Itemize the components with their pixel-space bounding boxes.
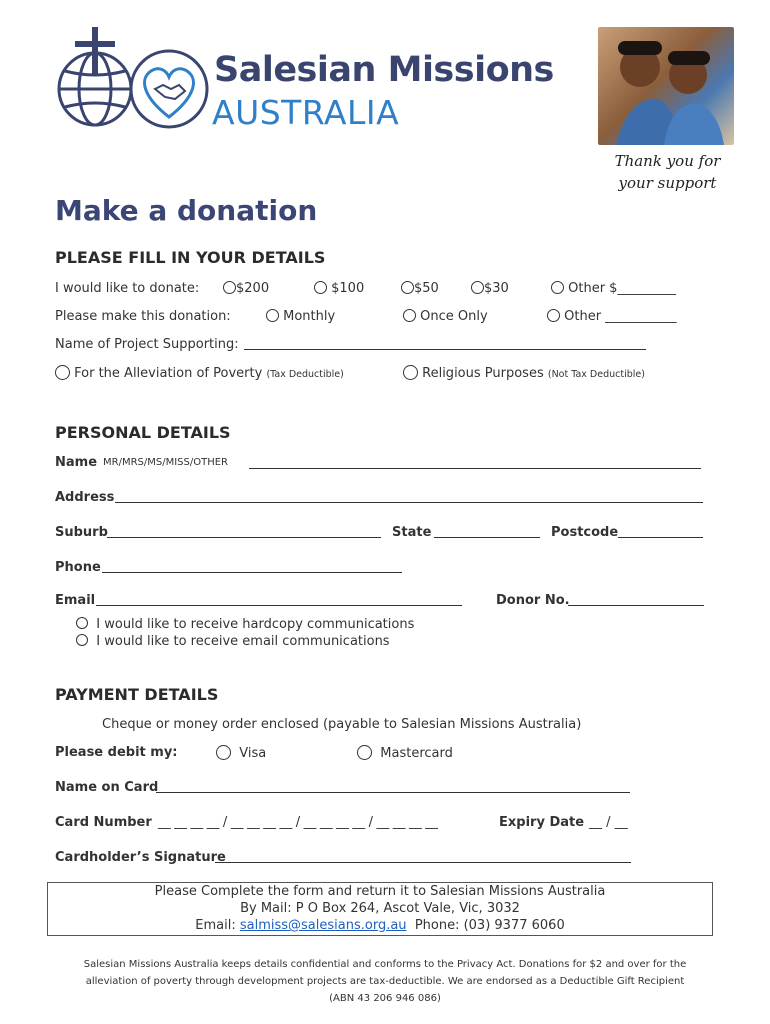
debit-label: Please debit my:: [55, 745, 178, 760]
children-photo: [598, 27, 734, 145]
expiry-label: Expiry Date: [499, 815, 585, 830]
address-field[interactable]: [115, 502, 703, 503]
brand-name: Salesian Missions: [214, 50, 554, 90]
signature-label: Cardholder’s Signature: [55, 850, 226, 865]
state-label: State: [392, 525, 432, 540]
phone-label: Phone: [55, 560, 101, 575]
purpose-religious-option[interactable]: [403, 365, 645, 381]
amount-200-label: $200: [236, 281, 270, 296]
radio-icon[interactable]: [76, 617, 88, 629]
email-comms-option[interactable]: [76, 634, 390, 649]
card-number-field[interactable]: __ __ __ __ / __ __ __ __ / __ __ __ __ / __ __ __ __: [158, 815, 438, 830]
donate-label: I would like to donate:: [55, 281, 200, 296]
amount-50-option[interactable]: [401, 281, 439, 296]
amount-other-label: Other $_________: [568, 281, 676, 296]
signature-field[interactable]: [215, 862, 631, 863]
amount-30-label: $30: [484, 281, 509, 296]
contact-line1: Please Complete the form and return it to Salesian Missions Australia: [154, 884, 606, 899]
radio-icon[interactable]: [223, 281, 236, 294]
purpose-poverty-label: For the Alleviation of Poverty: [74, 366, 263, 381]
mastercard-option[interactable]: [357, 745, 453, 761]
amount-30-option[interactable]: [471, 281, 509, 296]
suburb-label: Suburb: [55, 525, 108, 540]
purpose-religious-note: (Not Tax Deductible): [547, 369, 645, 380]
frequency-once-label: Once Only: [420, 309, 488, 324]
radio-icon[interactable]: [216, 745, 231, 760]
hardcopy-label: I would like to receive hardcopy communications: [96, 617, 415, 632]
radio-icon[interactable]: [55, 365, 70, 380]
card-number-label: Card Number: [55, 815, 152, 830]
footer-line1: Salesian Missions Australia keeps details confidential and conforms to the Privacy Act. Donations for $2 and over for the: [83, 959, 687, 970]
frequency-other-option[interactable]: [547, 309, 677, 324]
mastercard-label: Mastercard: [380, 746, 453, 761]
details-heading: PLEASE FILL IN YOUR DETAILS: [55, 248, 326, 267]
postcode-label: Postcode: [551, 525, 619, 540]
radio-icon[interactable]: [314, 281, 327, 294]
project-field[interactable]: [244, 349, 646, 350]
frequency-monthly-label: Monthly: [283, 309, 336, 324]
footer-line2: alleviation of poverty through development projects are tax-deductible. We are endorsed as a Deductible Gift Recipient: [85, 976, 685, 987]
expiry-field[interactable]: __ / __: [589, 815, 628, 830]
card-name-label: Name on Card: [55, 780, 159, 795]
card-name-field[interactable]: [156, 792, 630, 793]
brand-country: AUSTRALIA: [212, 93, 400, 132]
radio-icon[interactable]: [401, 281, 414, 294]
radio-icon[interactable]: [357, 745, 372, 760]
amount-200-option[interactable]: [223, 281, 269, 296]
name-titles: MR/MRS/MS/MISS/OTHER: [103, 457, 228, 468]
payment-heading: PAYMENT DETAILS: [55, 685, 219, 704]
amount-50-label: $50: [414, 281, 439, 296]
donor-field[interactable]: [568, 605, 704, 606]
state-field[interactable]: [434, 537, 540, 538]
amount-100-option[interactable]: [314, 281, 364, 296]
radio-icon[interactable]: [76, 634, 88, 646]
thank-you-note: [595, 150, 740, 194]
contact-email-phone: [48, 917, 712, 934]
visa-label: Visa: [239, 746, 267, 761]
radio-icon[interactable]: [266, 309, 279, 322]
donor-label: Donor No.: [496, 593, 570, 608]
return-instructions-box: [47, 882, 713, 936]
thanks-line1: Thank you for: [614, 152, 721, 170]
email-label: Email: [55, 593, 96, 608]
frequency-other-label: Other ___________: [564, 309, 677, 324]
frequency-label: Please make this donation:: [55, 309, 231, 324]
hardcopy-option[interactable]: [76, 617, 414, 632]
amount-100-label: $100: [331, 281, 365, 296]
address-label: Address: [55, 490, 115, 505]
purpose-religious-label: Religious Purposes: [422, 366, 544, 381]
radio-icon[interactable]: [551, 281, 564, 294]
project-label: Name of Project Supporting:: [55, 337, 239, 352]
radio-icon[interactable]: [471, 281, 484, 294]
personal-heading: PERSONAL DETAILS: [55, 423, 231, 442]
salesian-logo-icon: [55, 27, 213, 131]
page-title: Make a donation: [55, 194, 318, 227]
visa-option[interactable]: [216, 745, 266, 761]
name-field[interactable]: [249, 468, 701, 469]
privacy-footer: [55, 956, 715, 1007]
radio-icon[interactable]: [403, 365, 418, 380]
radio-icon[interactable]: [547, 309, 560, 322]
email-prefix: Email:: [195, 918, 236, 933]
amount-other-option[interactable]: [551, 281, 676, 296]
frequency-monthly-option[interactable]: [266, 309, 335, 324]
name-label: Name: [55, 455, 98, 470]
purpose-poverty-note: (Tax Deductible): [266, 369, 344, 380]
cheque-note: Cheque or money order enclosed (payable to Salesian Missions Australia): [102, 717, 582, 732]
thanks-line2: your support: [618, 174, 717, 192]
email-comms-label: I would like to receive email communications: [96, 634, 390, 649]
contact-mail: By Mail: P O Box 264, Ascot Vale, Vic, 3032: [240, 901, 520, 916]
frequency-once-option[interactable]: [403, 309, 488, 324]
postcode-field[interactable]: [618, 537, 703, 538]
phone-field[interactable]: [102, 572, 402, 573]
purpose-poverty-option[interactable]: [55, 365, 344, 381]
email-field[interactable]: [96, 605, 462, 606]
phone-number: Phone: (03) 9377 6060: [414, 918, 565, 933]
email-link[interactable]: salmiss@salesians.org.au: [239, 918, 407, 933]
footer-abn: (ABN 43 206 946 086): [329, 993, 441, 1004]
suburb-field[interactable]: [107, 537, 381, 538]
radio-icon[interactable]: [403, 309, 416, 322]
